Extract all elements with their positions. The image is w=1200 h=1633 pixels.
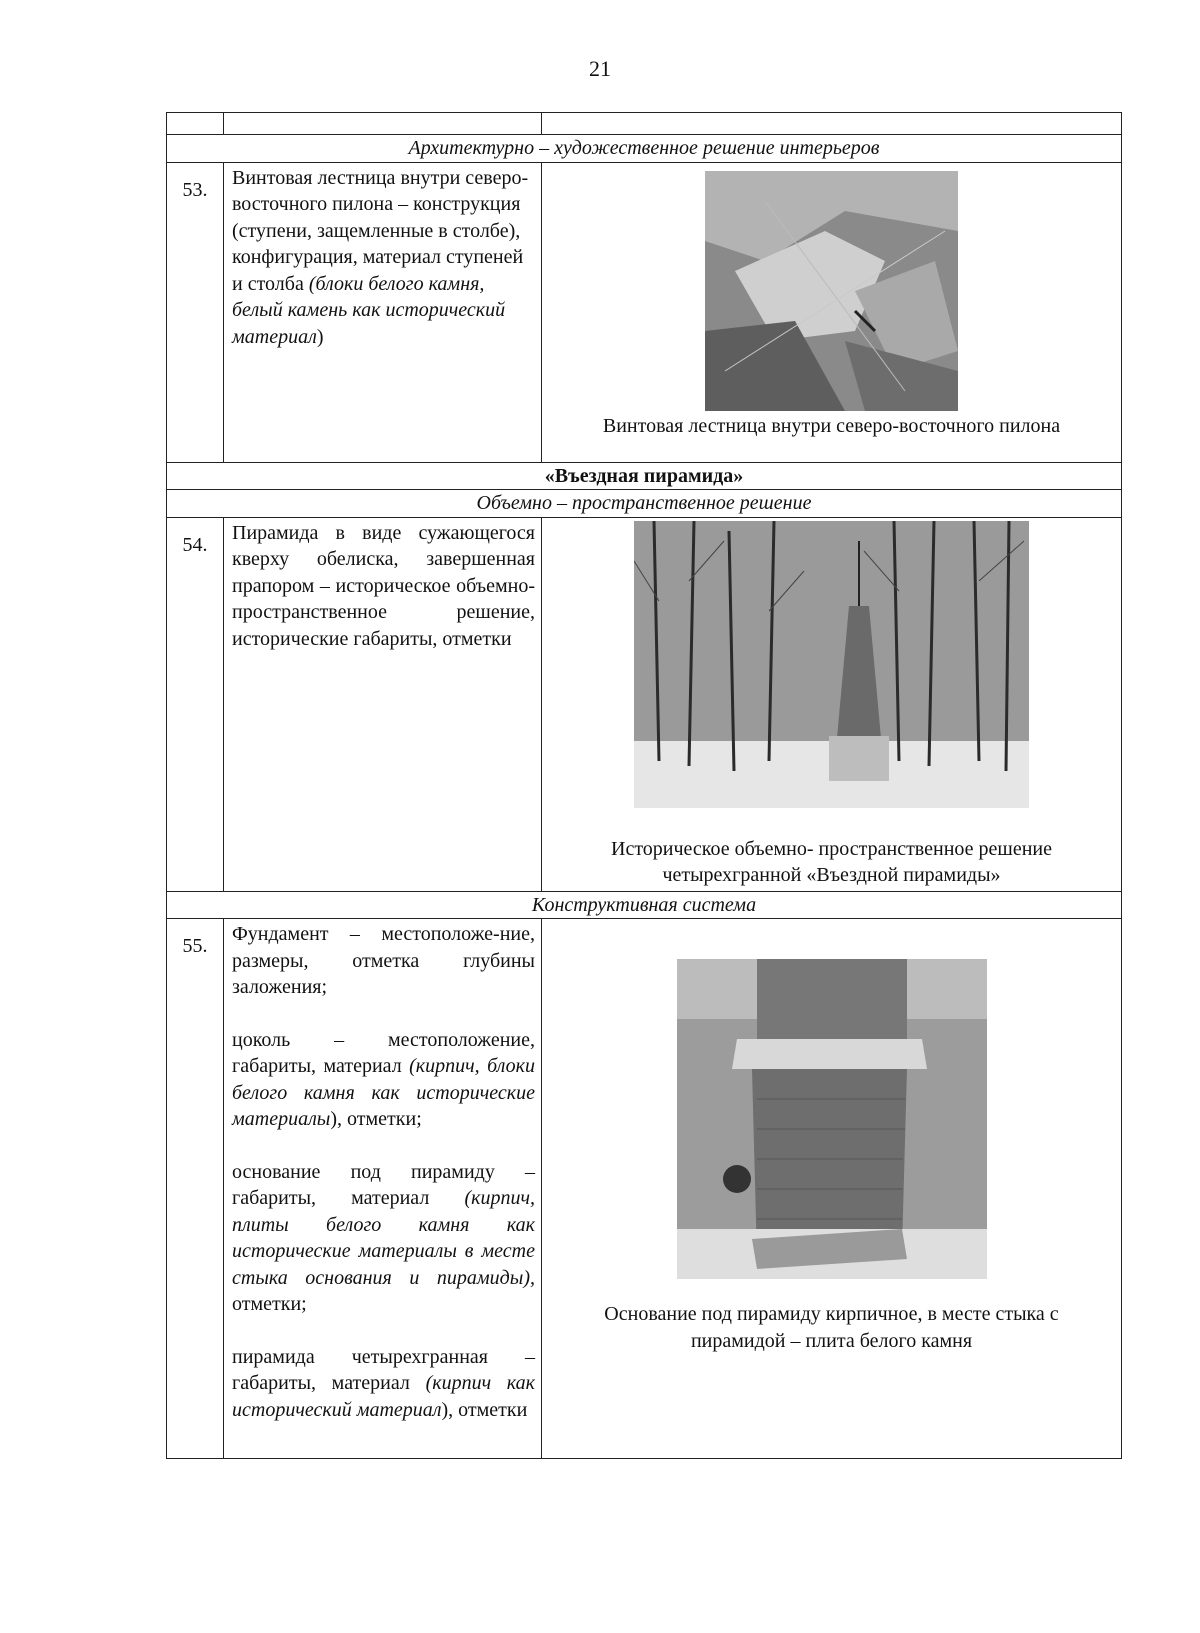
description-italic: (блоки белого камня, белый камень как исторический материал [232,272,506,348]
plinth-text: цоколь – местоположение, габариты, материал [232,1028,535,1077]
spiral-staircase-photo [705,171,958,411]
header-cell-description [224,113,542,135]
photo-cell [542,517,1122,891]
row-number: 55. [167,919,224,1459]
pyramid-text: пирамида четырехгранная – габариты, материал [232,1345,535,1394]
table-row-55 [167,919,1122,1459]
base-paragraph [232,1159,535,1318]
photo-cell [542,919,1122,1459]
pyramid-image [634,521,1029,808]
row-number: 54. [167,517,224,891]
photo-caption: Винтовая лестница внутри северо-восточного пилона [602,414,1061,437]
pyramid-italic: (кирпич как исторический материал [232,1372,535,1421]
section-pyramid-title: «Въездная пирамида» [167,462,1122,490]
base-image [677,959,987,1279]
base-end: отметки; [232,1293,307,1315]
photo-cell [542,162,1122,462]
section-row-pyramid [167,462,1122,490]
section-volumetric: Объемно – пространственное решение [167,490,1122,518]
section-row-volumetric [167,490,1122,518]
row-description [224,919,542,1459]
header-cell-number [167,113,224,135]
section-row-interiors [167,135,1122,163]
photo-caption-line1: Основание под пирамиду кирпичное, в месте стыка с [604,1303,1059,1325]
section-row-structural [167,891,1122,919]
foundation-paragraph: Фундамент – местоположе-ние, размеры, отметка глубины заложения; [232,923,535,998]
description-text: Винтовая лестница внутри северо-восточного пилона – конструкция (ступени, защемленные в столбе), конфигурация, материал ступеней и столба [232,166,529,295]
photo-caption-line1: Историческое объемно- пространственное решение [611,837,1052,860]
pyramid-winter-photo [634,521,1029,808]
table-row-53 [167,162,1122,462]
photo-caption-line2: пирамидой – плита белого камня [690,1329,973,1352]
base-text: основание под пирамиду – габариты, материал [232,1160,535,1209]
plinth-end: ), отметки; [330,1108,422,1130]
staircase-image [705,171,958,411]
pyramid-end: ), отметки [441,1398,528,1421]
pyramid-base-photo [677,959,987,1279]
row-description: Пирамида в виде сужающегося кверху обелиска, завершенная прапором – историческое объемно-пространственное решение, исторические габариты, отметки [224,517,542,891]
section-interiors: Архитектурно – художественное решение интерьеров [167,135,1122,163]
photo-caption-line2: четырехгранной «Въездной пирамиды» [662,864,1001,886]
plinth-paragraph [232,1027,535,1133]
page-number: 21 [589,56,611,81]
plinth-italic: (кирпич, блоки белого камня как исторические материалы [232,1055,535,1130]
row-number: 53. [167,162,224,462]
row-description [224,162,542,462]
heritage-table [166,112,1122,1459]
header-row [167,113,1122,135]
table-row-54 [167,517,1122,891]
header-cell-photo [542,113,1122,135]
pyramid-paragraph [232,1344,535,1424]
section-structural: Конструктивная система [167,891,1122,919]
description-end: ) [316,325,324,348]
base-italic: (кирпич, плиты белого камня как исторические материалы в месте стыка основания и пирамиды), [232,1187,535,1289]
